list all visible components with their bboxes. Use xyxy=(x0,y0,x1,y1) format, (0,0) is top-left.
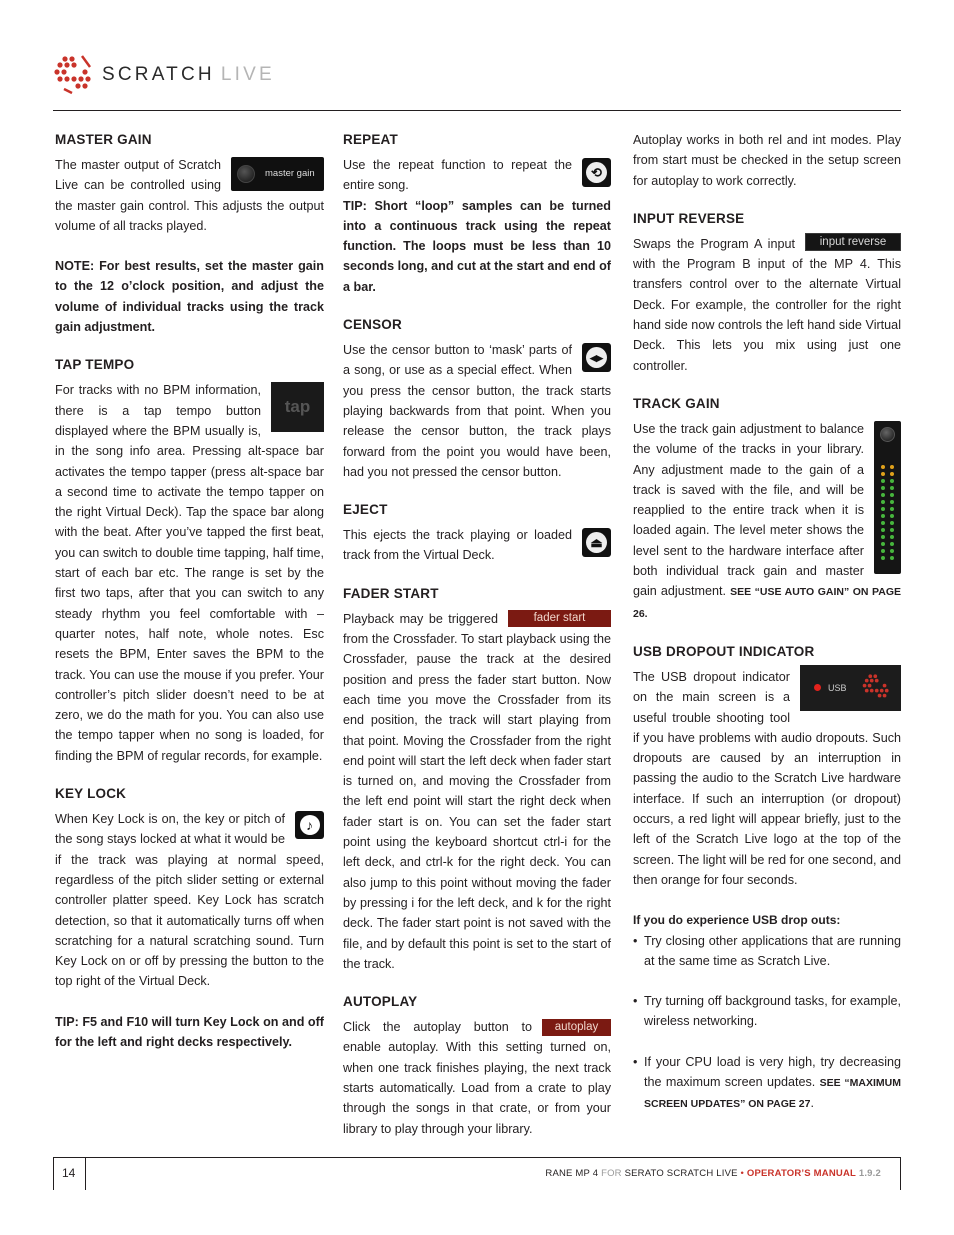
footer-manual: OPERATOR’S MANUAL xyxy=(746,1168,857,1179)
repeat-tip: TIP: Short “loop” samples can be turned into a continuous track using the repeat function. The loops must be less than 10 seconds long, and cut at the start and end of a bar. xyxy=(343,198,611,294)
track-gain-reference: SEE “USE AUTO GAIN” ON PAGE 26. xyxy=(633,586,901,620)
autoplay-body: Click the autoplay button to enable autoplay. With this setting turned on, when one track finishes playing, the next track starts automatically. Load from a crate to play through the songs in that crate, or from your library to play through your library. xyxy=(343,1020,611,1136)
bullet-icon: • xyxy=(633,994,638,1009)
bullet-icon: • xyxy=(633,1054,638,1069)
key-lock-body: When Key Lock is on, the key or pitch of the song stays locked at what it would be if the track was playing at normal speed, regardless of the pitch slider setting or external controller platter speed. Key Lock has scratch detection, so that it automatically turns off when scratching for a natural scratching sound. Turn Key Lock on or off by pressing the button to the top right of the Virtual Deck. xyxy=(55,812,324,989)
heading-usb-dropout: USB DROPOUT INDICATOR xyxy=(633,643,815,659)
music-note-icon: ♪ xyxy=(300,815,320,835)
heading-eject: EJECT xyxy=(343,502,388,518)
footer-tick xyxy=(53,1157,54,1190)
eject-button-image xyxy=(582,528,611,557)
tap-tempo-button-image: tap xyxy=(271,382,324,432)
red-light-icon xyxy=(814,684,821,691)
max-screen-updates-reference: SEE “MAXIMUM SCREEN UPDATES” ON PAGE 27 xyxy=(644,1076,901,1111)
heading-input-reverse: INPUT REVERSE xyxy=(633,210,745,226)
fader-start-body: Playback may be triggered from the Crossfader. To start playback using the Crossfader, pause the track at the desired position and press the fader start button. Now each time you move the Crossfader from its end position, the track will start playing from that point. Moving the Crossfader from the right end point will start the left deck when fader start is turned on, and moving the Crossfader from the left end point will start the right deck when fader start is on. You can set the fader start point using the keyboard shortcut ctrl-i for the left deck, and ctrl-k for the right deck. You can also jump to this point without moving the fader by pressing i for the left deck, and k for the right deck. The fader start point is not saved with the file, and by default this point is set to the start of the track. xyxy=(343,611,611,971)
heading-key-lock: KEY LOCK xyxy=(55,786,127,802)
usb-dropout-body: The USB dropout indicator on the main screen is a useful trouble shooting tool if you have problems with audio dropouts. Such dropouts are caused by an interruption in passing the audio to the Scratch Live hardware interface. If such an interruption (or dropout) occurs, a red light will appear briefly, just to the left of the Scratch Live logo at the top of the screen. The light will be red for one second, and then orange for four seconds. xyxy=(633,669,901,887)
censor-body: Use the censor button to ‘mask’ parts of a song, or use as a special effect. When you press the censor button, the track starts playing backwards from that point. When you release the censor button, the track plays forward from the point you would have been, had you not pressed the censor button. xyxy=(343,343,611,479)
master-gain-body: The master output of Scratch Live can be controlled using the master gain control. This adjusts the output volume of all tracks played. xyxy=(55,158,324,233)
heading-autoplay: AUTOPLAY xyxy=(343,994,418,1010)
footer-separator: • xyxy=(740,1168,745,1179)
track-gain-knob-icon xyxy=(880,427,895,442)
usb-dropout-list-title: If you do experience USB drop outs: xyxy=(633,913,841,928)
track-gain-meter-image xyxy=(874,421,901,574)
repeat-icon: ⟲ xyxy=(586,162,607,183)
column-middle xyxy=(343,130,611,1139)
bullet-icon: • xyxy=(633,933,638,948)
usb-dropout-indicator-image xyxy=(800,665,901,711)
list-item-text: Try turning off background tasks, for example, wireless networking. xyxy=(644,994,901,1029)
logo-live-text: LIVE xyxy=(220,63,275,85)
header-divider xyxy=(53,110,901,111)
input-reverse-body: Swaps the Program A input with the Program B input of the MP 4. This transfers control over to the alternate Virtual Deck. For example, the controller for the right hand side now controls the left hand side Virtual Deck. This lets you mix using just one controller. xyxy=(633,236,901,373)
master-gain-image-label: master gain xyxy=(265,167,315,179)
list-item xyxy=(633,991,901,1032)
heading-track-gain: TRACK GAIN xyxy=(633,395,720,411)
tap-tempo-body: For tracks with no BPM information, there is a tap tempo button displayed where the BPM usually is, in the song info area. Pressing alt-space bar activates the tempo tapper (press alt-space bar a second time to activate the tempo tapper on the right Virtual Deck). Tap the space bar along with the beat. After you’ve tapped the first beat, you can switch to double time tapping, half time, start of each bar etc. The range is set by the first two taps, after that you can switch to any steady rhythm you feel comfortable with – quarter notes, half note, whole notes. Esc resets the BPM, Enter saves the BPM to the track. You can use the mouse if you prefer. Your controller’s pitch slider doesn’t need to be at zero, we do the math for you. You can also use the tempo tapper when no song is loaded, for finding the BPM of regular records, for example. xyxy=(55,383,324,763)
key-lock-tip: TIP: F5 and F10 will turn Key Lock on and off for the left and right decks respectively. xyxy=(55,1014,324,1049)
list-item xyxy=(633,931,901,972)
footer-product: RANE MP 4 xyxy=(545,1168,599,1179)
repeat-body: Use the repeat function to repeat the entire song. xyxy=(343,158,572,193)
censor-button-image xyxy=(582,343,611,372)
eject-body: This ejects the track playing or loaded track from the Virtual Deck. xyxy=(343,528,572,563)
usb-image-label: USB xyxy=(828,682,847,693)
censor-arrows-icon: ◂▸ xyxy=(586,347,607,368)
master-gain-note: NOTE: For best results, set the master gain to the 12 o’clock position, and adjust the volume of individual tracks using the track gain adjustment. xyxy=(55,259,324,335)
heading-master-gain: MASTER GAIN xyxy=(55,132,152,147)
heading-censor: CENSOR xyxy=(343,317,402,333)
eject-icon: ⏏ xyxy=(586,532,607,553)
key-lock-button-image xyxy=(295,811,324,839)
heading-fader-start: FADER START xyxy=(343,585,439,601)
track-gain-text: Use the track gain adjustment to balance the volume of the tracks in your library. Any adjustment made to the gain of a track is saved with the file, and will be reapplied to the entire track when it is loaded again. The level meter shows the level sent to the hardware interface after both individual track gain and master gain adjustment. xyxy=(633,421,864,599)
repeat-button-image xyxy=(582,158,611,187)
level-meter-leds xyxy=(881,465,894,560)
track-gain-body xyxy=(633,419,901,624)
footer-divider xyxy=(53,1157,901,1158)
fader-start-button-image: fader start xyxy=(508,610,611,627)
footer-title xyxy=(545,1168,881,1179)
heading-repeat: REPEAT xyxy=(343,132,398,147)
footer-for: FOR xyxy=(601,1168,622,1179)
column-right xyxy=(633,130,901,1115)
logo-scratch-text: SCRATCH xyxy=(102,63,215,85)
list-item-main: If your CPU load is very high, try decreasing the maximum screen updates. xyxy=(644,1054,901,1089)
input-reverse-button-image: input reverse xyxy=(805,233,901,251)
column-left xyxy=(55,130,324,1052)
gain-knob-icon xyxy=(237,165,255,183)
page-number: 14 xyxy=(62,1166,76,1180)
scratch-live-logo xyxy=(52,52,275,96)
serato-dots-logo-icon xyxy=(52,53,94,95)
autoplay-button-image: autoplay xyxy=(542,1019,611,1036)
list-item xyxy=(633,1052,901,1115)
serato-dots-small-icon xyxy=(861,670,891,704)
autoplay-continued-body: Autoplay works in both rel and int modes. Play from start must be checked in the setup screen for autoplay to work correctly. xyxy=(633,133,901,188)
footer-tick xyxy=(900,1157,901,1190)
footer-version: 1.9.2 xyxy=(858,1168,881,1179)
footer-software: SERATO SCRATCH LIVE xyxy=(624,1168,738,1179)
list-item-text: If your CPU load is very high, try decreasing the maximum screen updates. SEE “MAXIMUM SCREEN UPDATES” ON PAGE 27. xyxy=(644,1054,901,1111)
master-gain-control-image xyxy=(231,157,324,191)
heading-tap-tempo: TAP TEMPO xyxy=(55,357,135,373)
footer-tick xyxy=(85,1157,86,1190)
list-item-text: Try closing other applications that are running at the same time as Scratch Live. xyxy=(644,933,901,968)
